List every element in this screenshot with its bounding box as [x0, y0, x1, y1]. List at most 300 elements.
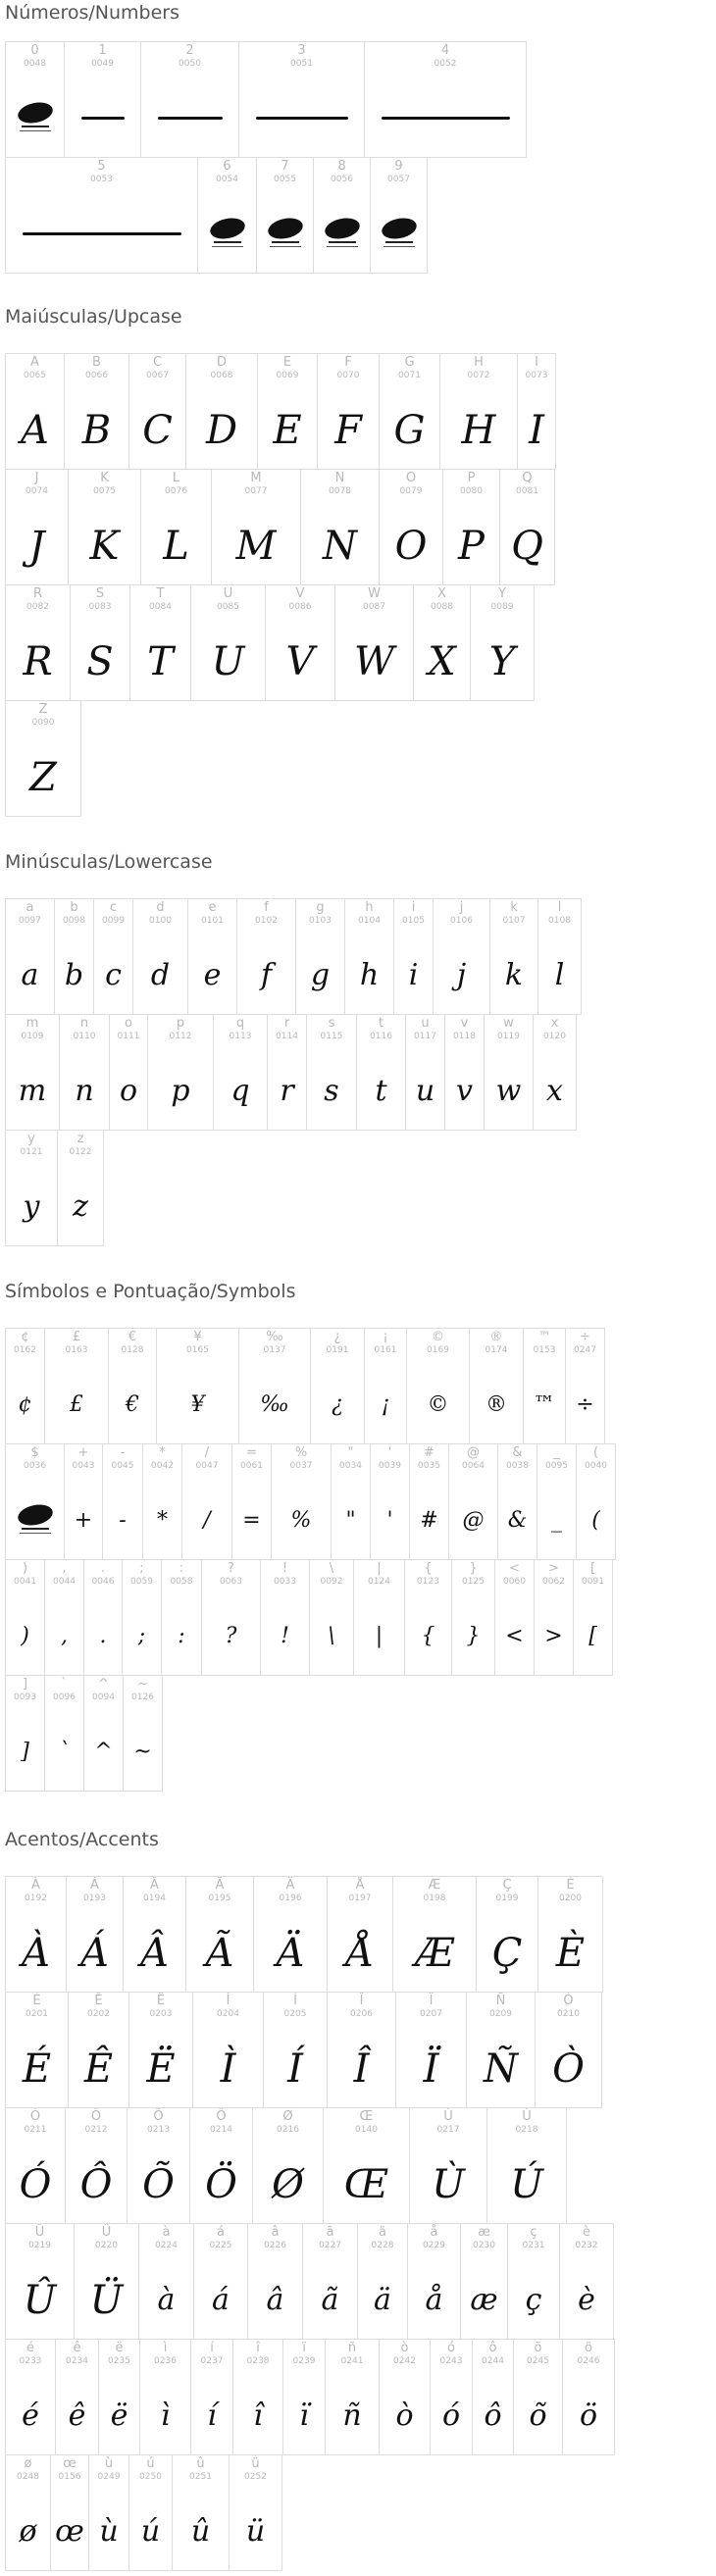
- glyph-preview: [230, 2493, 281, 2570]
- glyph-character: U: [211, 638, 245, 684]
- glyph-cell: [5, 157, 198, 274]
- glyph-character: î: [253, 2398, 263, 2433]
- glyph-code-label: 0063: [220, 1577, 242, 1587]
- glyph-code-label: 0161: [374, 1345, 397, 1355]
- glyph-char-label: y: [27, 1132, 35, 1146]
- glyph-code-label: 0165: [186, 1345, 209, 1355]
- glyph-preview: [6, 507, 68, 584]
- glyph-char-label: é: [26, 2341, 34, 2355]
- glyph-char-label: ]: [22, 1677, 28, 1692]
- glyph-character: È: [555, 1930, 586, 1976]
- glyph-preview: [407, 1366, 469, 1443]
- glyph-preview: [56, 2377, 98, 2454]
- glyph-preview: [148, 1052, 213, 1130]
- glyph-code-label: 0115: [320, 1032, 343, 1041]
- glyph-char-label: s: [328, 1016, 335, 1031]
- glyph-preview: [434, 936, 489, 1014]
- glyph-preview: [380, 2377, 430, 2454]
- glyph-code-label: 0075: [93, 486, 116, 496]
- glyph-preview: [396, 2030, 466, 2107]
- glyph-char-label: ø: [24, 2456, 32, 2471]
- glyph-character: Í: [287, 2046, 303, 2092]
- glyph-character: ‰: [260, 1391, 289, 1417]
- glyph-character: ¥: [190, 1391, 205, 1417]
- glyph-char-label: æ: [478, 2225, 490, 2240]
- glyph-preview: [124, 1713, 162, 1791]
- glyph-character: Ó: [19, 2161, 52, 2207]
- glyph-preview: [237, 936, 295, 1014]
- glyph-code-label: 0197: [348, 1894, 372, 1903]
- glyph-preview: [190, 2146, 252, 2223]
- glyph-char-label: T: [156, 586, 165, 601]
- glyph-cell: [50, 2454, 89, 2571]
- glyph-code-label: 0232: [575, 2241, 598, 2250]
- glyph-code-label: 0036: [24, 1461, 46, 1471]
- glyph-cell: [190, 2339, 233, 2455]
- glyph-character: ™: [534, 1391, 555, 1417]
- glyph-cell: [238, 41, 365, 158]
- glyph-character: #: [420, 1507, 438, 1533]
- glyph-preview: [408, 2261, 460, 2339]
- glyph-cell: [5, 1014, 60, 1131]
- glyph-character: ,: [61, 1623, 68, 1648]
- glyph-code-label: 0225: [209, 2241, 232, 2250]
- glyph-cell: [5, 898, 55, 1015]
- glyph-char-label: ?: [228, 1561, 234, 1576]
- glyph-preview: [371, 195, 427, 273]
- glyph-character: Ä: [276, 1930, 305, 1976]
- glyph-character: O: [394, 523, 428, 569]
- glyph-char-label: N: [334, 471, 345, 485]
- glyph-character: a: [21, 957, 39, 992]
- glyph-code-label: 0174: [485, 1345, 508, 1355]
- glyph-char-label: 1: [98, 43, 107, 58]
- glyph-character: =: [242, 1507, 261, 1533]
- glyph-code-label: 0124: [368, 1577, 390, 1587]
- glyph-character: d: [150, 957, 171, 992]
- glyph-preview: [357, 1052, 405, 1130]
- glyph-preview: [139, 2261, 193, 2339]
- glyph-cell: [442, 469, 500, 585]
- glyph-code-label: 0217: [436, 2125, 460, 2135]
- glyph-character: ø: [19, 2513, 37, 2549]
- glyph-preview: [467, 2030, 535, 2107]
- glyph-char-label: ;: [139, 1561, 144, 1576]
- glyph-character: g: [310, 957, 331, 992]
- glyph-preview: [345, 936, 393, 1014]
- glyph-character: P: [458, 523, 485, 569]
- glyph-code-label: 0228: [371, 2241, 394, 2250]
- glyph-cell: [5, 1675, 45, 1792]
- glyph-preview: [537, 1482, 576, 1559]
- glyph-code-label: 0060: [503, 1577, 526, 1587]
- glyph-cell: [185, 353, 258, 470]
- glyph-cell: [193, 2223, 248, 2340]
- glyph-character: ê: [68, 2398, 86, 2433]
- glyph-character: b: [64, 957, 84, 992]
- glyph-cell: [409, 1443, 449, 1560]
- glyph-cell: [252, 2107, 324, 2224]
- glyph-cell: [406, 1328, 470, 1444]
- glyph-char-label: ã: [326, 2225, 334, 2240]
- glyph-preview: [66, 2146, 127, 2223]
- glyph-char-label: Ó: [29, 2109, 41, 2124]
- glyph-code-label: 0212: [84, 2125, 108, 2135]
- glyph-code-label: 0211: [24, 2125, 47, 2135]
- glyph-character: B: [81, 407, 112, 453]
- glyph-cell: [98, 2339, 140, 2455]
- glyph-preview: [94, 936, 132, 1014]
- glyph-code-label: 0100: [149, 916, 172, 926]
- glyph-preview: [296, 936, 344, 1014]
- glyph-preview: [212, 507, 300, 584]
- glyph-character: [: [588, 1623, 597, 1648]
- glyph-character: -: [119, 1507, 127, 1533]
- glyph-char-label: ™: [537, 1330, 551, 1344]
- glyph-code-label: 0216: [277, 2125, 299, 2135]
- glyph-character: N: [323, 523, 357, 569]
- glyph-cell: [44, 1675, 84, 1792]
- glyph-code-label: 0045: [111, 1461, 134, 1471]
- glyph-character: Ë: [146, 2046, 176, 2092]
- glyph-code-label: 0047: [195, 1461, 219, 1471]
- glyph-preview: [301, 507, 379, 584]
- glyph-character: À: [22, 1930, 50, 1976]
- glyph-char-label: ': [387, 1445, 392, 1460]
- glyph-char-label: ~: [137, 1677, 148, 1692]
- glyph-cell: [5, 2339, 56, 2455]
- glyph-cell: [344, 898, 394, 1015]
- glyph-code-label: 0061: [240, 1461, 263, 1471]
- glyph-code-label: 0084: [149, 602, 172, 612]
- glyph-preview: [65, 79, 140, 157]
- glyph-cell: [327, 1992, 396, 2108]
- glyph-character: z: [73, 1188, 88, 1224]
- glyph-cell: [451, 1559, 495, 1676]
- glyph-character: Æ: [414, 1930, 455, 1976]
- glyph-char-label: í: [210, 2341, 214, 2355]
- glyph-character: A: [21, 407, 49, 453]
- glyph-code-label: 0244: [482, 2356, 504, 2366]
- glyph-preview: [129, 2493, 172, 2570]
- glyph-character: u: [415, 1073, 435, 1108]
- glyph-code-label: 0247: [574, 1345, 596, 1355]
- glyph-preview: [536, 2030, 601, 2107]
- glyph-cell: [138, 2223, 194, 2340]
- glyph-preview: [326, 2377, 379, 2454]
- glyph-character: è: [578, 2282, 595, 2317]
- glyph-code-label: 0097: [19, 916, 41, 926]
- glyph-character: Ò: [552, 2046, 585, 2092]
- glyph-char-label: Ì: [226, 1994, 230, 2008]
- glyph-code-label: 0234: [66, 2356, 88, 2366]
- glyph-cell: [139, 2339, 191, 2455]
- glyph-character: Ø: [272, 2161, 304, 2207]
- glyph-preview: [202, 1597, 260, 1675]
- glyph-cell: [253, 1876, 328, 1993]
- glyph-preview: [449, 1482, 497, 1559]
- glyph-character: h: [359, 957, 380, 992]
- glyph-char-label: à: [162, 2225, 171, 2240]
- font-logo-glyph: [266, 217, 305, 252]
- glyph-char-label: G: [404, 355, 415, 370]
- glyph-char-label: œ: [63, 2456, 77, 2471]
- glyph-cell: [466, 1992, 536, 2108]
- glyph-char-label: *: [159, 1445, 166, 1460]
- glyph-character: ó: [441, 2398, 461, 2433]
- glyph-preview: [500, 507, 554, 584]
- glyph-character: Ñ: [484, 2046, 518, 2092]
- glyph-preview: [6, 2261, 74, 2339]
- glyph-cell: [5, 2223, 75, 2340]
- glyph-preview: [393, 1914, 476, 1992]
- glyph-char-label: Ú: [522, 2109, 532, 2124]
- glyph-char-label: ê: [73, 2341, 81, 2355]
- glyph-preview: [328, 1914, 392, 1992]
- glyph-code-label: 0169: [427, 1345, 449, 1355]
- glyph-cell: [122, 1559, 162, 1676]
- glyph-preview: [6, 623, 70, 700]
- glyph-preview: [307, 1052, 356, 1130]
- glyph-char-label: È: [566, 1878, 575, 1893]
- glyph-char-label: q: [235, 1016, 245, 1031]
- glyph-preview: [6, 2030, 68, 2107]
- glyph-character: W: [353, 638, 395, 684]
- glyph-preview: [143, 1482, 181, 1559]
- glyph-code-label: 0067: [146, 371, 169, 380]
- glyph-preview: [283, 2377, 325, 2454]
- glyph-character: Â: [140, 1930, 169, 1976]
- glyph-code-label: 0242: [393, 2356, 416, 2366]
- glyph-code-label: 0074: [26, 486, 48, 496]
- glyph-char-label: {: [424, 1561, 433, 1576]
- glyph-cell: [517, 353, 556, 470]
- glyph-cell: [300, 469, 380, 585]
- glyph-code-label: 0057: [387, 175, 410, 184]
- glyph-code-label: 0106: [450, 916, 473, 926]
- glyph-cell: [260, 1559, 310, 1676]
- glyph-code-label: 0128: [121, 1345, 144, 1355]
- glyph-cell: [573, 1559, 613, 1676]
- glyph-character: Ö: [205, 2161, 237, 2207]
- glyph-cell: [433, 898, 490, 1015]
- glyph-char-label: :: [179, 1561, 184, 1576]
- glyph-cell: [74, 2223, 139, 2340]
- glyph-code-label: 0113: [229, 1032, 252, 1041]
- glyph-code-label: 0112: [169, 1032, 192, 1041]
- glyph-code-label: 0042: [151, 1461, 174, 1471]
- glyph-preview: [254, 1914, 327, 1992]
- glyph-preview: [514, 2377, 562, 2454]
- glyph-char-label: Û: [34, 2225, 45, 2240]
- glyph-preview: [84, 1597, 122, 1675]
- font-logo-glyph: [16, 1503, 55, 1539]
- glyph-code-label: 0091: [582, 1577, 604, 1587]
- glyph-code-label: 0101: [201, 916, 224, 926]
- glyph-cell: [562, 2339, 615, 2455]
- glyph-character: o: [119, 1073, 138, 1108]
- glyph-preview: [311, 1366, 364, 1443]
- glyph-preview: [477, 1914, 537, 1992]
- glyph-preview: [358, 2261, 407, 2339]
- glyph-char-label: @: [467, 1445, 480, 1460]
- glyph-character: k: [504, 957, 524, 992]
- glyph-char-label: r: [283, 1016, 290, 1031]
- glyph-character: :: [178, 1623, 185, 1648]
- glyph-code-label: 0239: [292, 2356, 316, 2366]
- glyph-preview: [6, 1168, 57, 1245]
- glyph-cell: [460, 2223, 508, 2340]
- glyph-code-label: 0050: [179, 59, 201, 69]
- glyph-char-label: 5: [97, 159, 106, 174]
- glyph-character: s: [324, 1073, 339, 1108]
- glyph-cell: [265, 584, 335, 701]
- glyph-preview: [6, 936, 54, 1014]
- glyph-code-label: 0096: [53, 1692, 76, 1702]
- glyph-char-label: ë: [115, 2341, 124, 2355]
- glyph-char-label: u: [421, 1016, 430, 1031]
- glyph-preview: [51, 2493, 88, 2570]
- glyph-code-label: 0204: [217, 2009, 239, 2019]
- glyph-cell: [413, 584, 471, 701]
- glyph-character: æ: [470, 2282, 498, 2317]
- glyph-code-label: 0088: [431, 602, 453, 612]
- glyph-preview: [124, 1914, 185, 1992]
- glyph-character: Ï: [423, 2046, 439, 2092]
- glyph-preview: [490, 936, 537, 1014]
- glyph-cell: [181, 1443, 232, 1560]
- glyph-code-label: 0108: [548, 916, 571, 926]
- glyph-character: r: [280, 1073, 294, 1108]
- glyph-char-label: Ñ: [495, 1994, 506, 2008]
- glyph-char-label: }: [469, 1561, 478, 1576]
- glyph-character: t: [375, 1073, 387, 1108]
- glyph-code-label: 0207: [420, 2009, 442, 2019]
- glyph-character: j: [456, 957, 467, 992]
- glyph-character: &: [507, 1507, 528, 1533]
- glyph-cell: [142, 1443, 182, 1560]
- glyph-preview: [538, 1914, 602, 1992]
- glyph-cell: [192, 1992, 264, 2108]
- section-title: Minúsculas/Lowercase: [5, 851, 213, 873]
- glyph-code-label: 0033: [274, 1577, 296, 1587]
- glyph-character: e: [203, 957, 222, 992]
- glyph-char-label: W: [368, 586, 381, 601]
- dash-glyph: [382, 117, 510, 120]
- section-title: Símbolos e Pontuação/Symbols: [5, 1281, 296, 1302]
- glyph-cell: [534, 1559, 574, 1676]
- glyph-preview: [324, 2146, 409, 2223]
- glyph-character: ã: [321, 2282, 339, 2317]
- glyph-preview: [560, 2261, 613, 2339]
- glyph-code-label: 0064: [462, 1461, 485, 1471]
- glyph-code-label: 0238: [246, 2356, 270, 2366]
- glyph-cell: [565, 1328, 605, 1444]
- glyph-code-label: 0220: [95, 2241, 118, 2250]
- glyph-char-label: Á: [90, 1878, 99, 1893]
- glyph-preview: [141, 507, 211, 584]
- glyph-cell: [5, 2107, 66, 2224]
- glyph-code-label: 0109: [21, 1032, 44, 1041]
- glyph-char-label: Ã: [215, 1878, 225, 1893]
- glyph-preview: [89, 2493, 128, 2570]
- glyph-char-label: å: [430, 2225, 438, 2240]
- glyph-preview: [314, 195, 370, 273]
- glyph-char-label: j: [459, 900, 464, 915]
- glyph-char-label: ¥: [193, 1330, 202, 1344]
- glyph-char-label: ù: [104, 2456, 114, 2471]
- glyph-char-label: l: [557, 900, 562, 915]
- glyph-cell: [327, 1876, 393, 1993]
- glyph-char-label: R: [32, 586, 43, 601]
- glyph-cell: [393, 898, 434, 1015]
- glyph-char-label: f: [264, 900, 269, 915]
- glyph-preview: [440, 391, 517, 469]
- glyph-char-label: A: [30, 355, 39, 370]
- glyph-character: û: [190, 2513, 211, 2549]
- font-logo-glyph: [208, 217, 247, 252]
- glyph-character: ç: [525, 2282, 542, 2317]
- glyph-character: Ô: [79, 2161, 113, 2207]
- glyph-preview: [248, 2261, 302, 2339]
- glyph-char-label: Q: [522, 471, 533, 485]
- glyph-char-label: (: [592, 1445, 599, 1460]
- glyph-cell: [44, 1559, 84, 1676]
- glyph-preview: [365, 1366, 406, 1443]
- glyph-cell: [353, 1559, 405, 1676]
- glyph-char-label: ¡: [383, 1330, 388, 1344]
- glyph-preview: [535, 1597, 573, 1675]
- glyph-char-label: õ: [534, 2341, 542, 2355]
- glyph-preview: [264, 2030, 327, 2107]
- glyph-code-label: 0249: [97, 2472, 121, 2482]
- glyph-preview: [461, 2261, 507, 2339]
- glyph-code-label: 0035: [418, 1461, 440, 1471]
- glyph-preview: [303, 2261, 357, 2339]
- glyph-cell: [64, 41, 141, 158]
- glyph-char-label: _: [553, 1445, 560, 1460]
- glyph-preview: [141, 79, 238, 157]
- glyph-cell: [247, 2223, 303, 2340]
- glyph-cell: [334, 584, 414, 701]
- glyph-cell: [189, 2107, 253, 2224]
- glyph-character: n: [75, 1073, 94, 1108]
- glyph-preview: [186, 1914, 253, 1992]
- glyph-preview: [577, 1482, 615, 1559]
- glyph-code-label: 0116: [370, 1032, 392, 1041]
- glyph-code-label: 0218: [515, 2125, 538, 2135]
- glyph-character: /: [203, 1507, 211, 1533]
- glyph-code-label: 0037: [289, 1461, 313, 1471]
- glyph-code-label: 0056: [331, 175, 353, 184]
- font-logo-glyph: [380, 217, 419, 252]
- glyph-character: ®: [486, 1391, 507, 1417]
- glyph-char-label: !: [281, 1561, 288, 1576]
- glyph-char-label: ¿: [333, 1330, 341, 1344]
- glyph-code-label: 0198: [423, 1894, 446, 1903]
- glyph-code-label: 0055: [274, 175, 296, 184]
- glyph-cell: [513, 2339, 563, 2455]
- glyph-char-label: O: [405, 471, 417, 485]
- glyph-char-label: U: [223, 586, 233, 601]
- glyph-preview: [6, 1597, 44, 1675]
- glyph-character: Q: [511, 523, 543, 569]
- glyph-char-label: Î: [359, 1994, 364, 2008]
- glyph-cell: [55, 2339, 99, 2455]
- glyph-character: %: [290, 1507, 312, 1533]
- glyph-char-label: %: [294, 1445, 308, 1460]
- glyph-cell: [129, 584, 191, 701]
